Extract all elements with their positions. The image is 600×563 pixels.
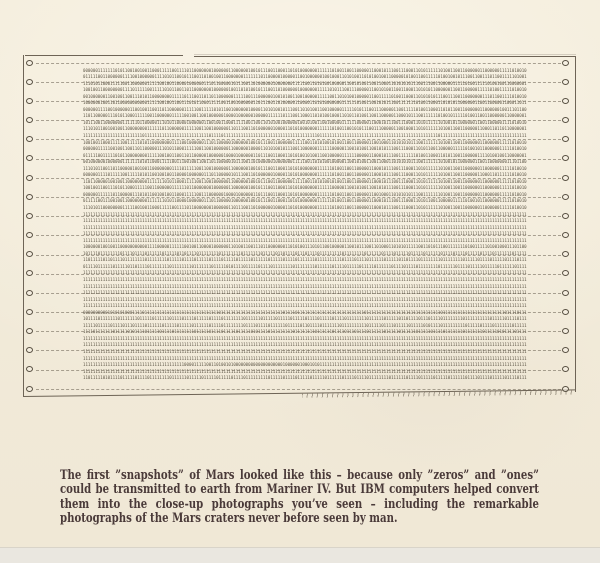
sprocket-hole-right bbox=[562, 251, 569, 257]
sprocket-hole-right bbox=[562, 232, 569, 238]
sprocket-hole-left bbox=[26, 328, 33, 334]
tractor-feed-guide-line bbox=[36, 120, 561, 121]
caption-line: The first ”snapshots” of Mars looked like this – because only ”zeros” and ”ones” bbox=[60, 468, 539, 483]
sprocket-hole-right bbox=[562, 175, 569, 181]
sprocket-hole-right bbox=[562, 366, 569, 372]
binary-row: 111111111111111111111111111111111111111111111111111111111111111111111111111111111111111111111111111111111111111111111111111111111111111111111111111111111111111111111111111111111111 bbox=[83, 303, 527, 309]
caption-line: could be transmitted to earth from Mariner IV. But IBM computers helped convert bbox=[60, 482, 539, 498]
sprocket-hole-right bbox=[562, 309, 569, 315]
binary-row: 000000111110010011001101100000111010110001111100110010000001100000010000110101001011100110000001111110000011001010011001010111001110001101011001100000111110100101100000011111010010 bbox=[83, 146, 527, 152]
sprocket-hole-left bbox=[26, 232, 33, 238]
binary-row: 001000000110010011001110101100000000111110111001101101100000011111001110000001001010011001000001111100110101001000001100111110100110001101010101110011100110000000111011001111010010 bbox=[83, 93, 527, 99]
printout-top-border-right-segment bbox=[194, 56, 576, 57]
binary-row: 111101111111011111010111101111101111011111111011111011110111110111110101111011111111101111111101111110111101110111101111110111110111111011111011110111111101111111011111010111101111 bbox=[83, 329, 527, 335]
sprocket-hole-left bbox=[26, 155, 33, 161]
printout-right-border bbox=[575, 56, 576, 392]
sprocket-hole-right bbox=[562, 98, 569, 104]
binary-row: 111111111111111111111111111111111111111111111111111111111111111111111111111111111111111111111111111111111111111111111111111111111111111111111111111111111111111111111111111111111111 bbox=[83, 349, 527, 355]
binary-printout bbox=[23, 55, 576, 397]
caption bbox=[60, 469, 540, 526]
binary-row: 111110111110111101110111101111110111110111110111111011110111111110111101111011111101111101101111011111110111111111101111101111011111011111010111101111111110111110111101111111011111 bbox=[83, 322, 527, 328]
sprocket-hole-left bbox=[26, 136, 33, 142]
binary-row: 100000010011011000000000001111100100110011101011000111110011001000000110111001101000001100001101010000000111111010011001010111001111111010011000110101011000000110011000001100011011 bbox=[83, 100, 527, 106]
sprocket-hole-right bbox=[562, 213, 569, 219]
sprocket-hole-left bbox=[26, 366, 33, 372]
sprocket-hole-right bbox=[562, 60, 569, 66]
binary-row: 110111110110111101111111101111111101111101111011111011110111110111110111111011111011110111111101111111111011110111101111110111110110111101111111101111111101111101111011111011110111 bbox=[83, 257, 527, 263]
sprocket-hole-right bbox=[562, 347, 569, 353]
sprocket-hole-right bbox=[562, 386, 569, 392]
tractor-feed-guide-line bbox=[36, 350, 561, 351]
tractor-feed-guide-line bbox=[36, 178, 561, 179]
binary-row: 110111110101111011111011110111111110111111011111011111011111011110111111111011111011110111110111110111111011110111101111111101111110111101111101111101111110111101111011111011110111 bbox=[83, 375, 527, 381]
tractor-feed-guide-line bbox=[36, 370, 561, 371]
tractor-feed-guide-line bbox=[36, 255, 561, 256]
binary-row: 111010110000000011111001001100011111001111011000000010000001101110011010000001000011010100000001111110100110011000001100010111001110001101011111101001100110000001100000011111010010 bbox=[83, 204, 527, 210]
sprocket-hole-left bbox=[26, 270, 33, 276]
sprocket-hole-left bbox=[26, 98, 33, 104]
binary-row: 000000111101111100111110101100100100110000100000011101100000101110011010000001000011010100000001111110100110011000001100010111001110001101011111101001100110000011000110111111010010 bbox=[83, 172, 527, 178]
binary-row: 111111111111111111111111111111111111111111111111111111111111111111111111111111111111111111111111111111111111111111111111111111111111111111111111111111111111111111111111111111111111 bbox=[83, 224, 527, 230]
printout-left-border bbox=[23, 55, 24, 397]
binary-row: 111010110010010011000000001111110110000001111100110010000001101110011010000001000011010100000001111110100110010101110011100000110010001101011111101001100110000011000110110110000001 bbox=[83, 126, 527, 132]
caption-line: them into the close-up photographs you’ve seen – including the remarkable bbox=[60, 496, 539, 512]
tractor-feed-guide-line bbox=[36, 101, 561, 102]
caption-line: photographs of the Mars craters never before seen by man. bbox=[60, 511, 398, 527]
binary-row: 000000111111101011001001001100011111001111011000000010000001100000010010111001100011010100000001111110100110011000001100010111001110001101011111101001100110000001100000011111010010 bbox=[83, 67, 527, 73]
binary-row: 011111001111101011000000001111100100110011011000001000000100001000000110111001100011010100101001100100000111111000001100010111001111111010011000110101100110000011110100100110000001 bbox=[83, 152, 527, 158]
binary-row: 100000010010011000000000001111000001111110010011000010000001101001100111011000000011010100111010110010000011001011100110100011010101111100110101110011111110100111110100100011101100 bbox=[83, 244, 527, 250]
binary-row: 110110000011101011000111110011000000111110010011001000000100001000000100000111111011100110001101010010001101011010011001100000110001011100111111010010111110100110011000000110000001 bbox=[83, 113, 527, 119]
tractor-feed-guide-line bbox=[36, 274, 561, 275]
sprocket-hole-right bbox=[562, 117, 569, 123]
binary-row: 111111111111111111111111111111111111111111111111111111111111111111111111111111111111111111111111111111111111111111111111111111111111111111111111111111111111111111111111111111111111 bbox=[83, 270, 527, 276]
binary-row: 111010110011011000001001001100000000111101111100110010000001100000010010111001100011010100000001111110100110011000001100010111001110001101011111101001100110000001100000011111010010 bbox=[83, 165, 527, 171]
binary-row: 111111111111111111111111111111111111111111111111111111111111111111111111111111111111111111111111111111111111111111111111111111111111111111111111111111111111111111111111111111111111 bbox=[83, 335, 527, 341]
scan-edge-strip bbox=[0, 547, 600, 563]
tractor-feed-guide-line bbox=[36, 235, 561, 236]
sprocket-hole-left bbox=[26, 347, 33, 353]
sprocket-hole-left bbox=[26, 175, 33, 181]
sprocket-hole-right bbox=[562, 328, 569, 334]
printout-torn-bottom-edge bbox=[23, 389, 576, 404]
binary-row: 001000000100000011111110101100011111001110010011001101100000101110011010000001000000011111001101010010000011001010011001100011010101011100111111101001011000000110011000000011101100 bbox=[83, 159, 527, 165]
tractor-feed-guide-line bbox=[36, 159, 561, 160]
tractor-feed-guide-line bbox=[36, 331, 561, 332]
binary-row: 100100110001111100111110101100000000111100100000011101100000100000010010111001100000011111001101010010100110011000001100100011010101011100111111101001100110000001100000011111010010 bbox=[83, 139, 527, 145]
binary-row: 111111111111111111111111111111111111111111111111111111111111111111111111111111111111111111111111111111111111111111111111111111111111111111111111111111111111111111111111111111111111 bbox=[83, 290, 527, 296]
binary-row: 111111111111111111111111111111111111111111111111111111111111111111111111111111111111111111111111111111111111111111111111111111111111111111111111111111111111111111111111111111111111 bbox=[83, 355, 527, 361]
sprocket-hole-left bbox=[26, 213, 33, 219]
binary-row: 111111111111111111111111111111111111111111111111111111111111111111111111111111111111111111111111111111111111111111111111111111111111111111111111111111111111111111111111111111111111 bbox=[83, 277, 527, 282]
binary-row: 011111001110010011000000001111111010110000100000011101100000100000010010111001100011010100000001111110100110011000001100010111001110001101011001100000111110100101100000011111010010 bbox=[83, 198, 527, 204]
sprocket-hole-left bbox=[26, 60, 33, 66]
tractor-feed-guide-line bbox=[36, 312, 561, 313]
sprocket-hole-left bbox=[26, 309, 33, 315]
printout-top-border-left-segment bbox=[25, 55, 183, 56]
sprocket-hole-right bbox=[562, 79, 569, 85]
tractor-feed-guide-line bbox=[36, 389, 561, 390]
binary-row: 000000111100100000011001001100110110000001111100111110101100100000010000110101001011100110101001100100000111110101110011100000110011111010011000110101100110000001100000010011101100 bbox=[83, 106, 527, 112]
binary-row: 101111011111110111111101111101111110111101111011111011110111111110111111011111011111011111011110111110111101111111101111110111110110111101110111101111111101111111111011111011110111 bbox=[83, 316, 527, 322]
binary-row: 111111111111111111111111111111111111111111111111111111111111111111111111111111111111111111111111111111111111111111111111111111111111111111111111111111111111111111111111111111111111 bbox=[83, 368, 527, 374]
sprocket-hole-left bbox=[26, 194, 33, 200]
binary-row: 110110000010010011000000001111111010110001111100110010000001100000010010111001100000011111001101010010100110011000001100010111001110001101011111101001100110000001100000011111010010 bbox=[83, 178, 527, 184]
binary-row: 100100110000000011110111110011111010110011011000000010000001001101010010111001101000000100000001111101011100111000001100101001100110001101010110000001100110000011111010011111010010 bbox=[83, 87, 527, 93]
binary-row: 111111111111111111111111111111111111111111111111111111111111111111111111111111111111111111111111111111111111111111111111111111111111111111111111111111111111111111111111111111111111 bbox=[83, 237, 527, 243]
sprocket-hole-right bbox=[562, 136, 569, 142]
binary-row: 111111111111111111111111111111111111111111111111111111111111111111111111111111111111111111111111111111111111111111111111111111111111111111111111111111111111111111111111111111111111 bbox=[83, 296, 527, 302]
sprocket-hole-left bbox=[26, 79, 33, 85]
sprocket-hole-right bbox=[562, 290, 569, 296]
binary-row: 111111111111111111111111111111111111111111111111111111111111111111111111111111111111111111111111111111111111111111111111111111111111111111111111111111111111111111111111111111111111 bbox=[83, 211, 527, 217]
sprocket-hole-left bbox=[26, 290, 33, 296]
sprocket-hole-right bbox=[562, 194, 569, 200]
binary-row: 111111111111111111111111111111111111111111111111111111111111111111111111111111111111111111111111111111111111111111111111111111111111111111111111111111111111111111111111111111111111 bbox=[83, 283, 527, 289]
tractor-feed-guide-line bbox=[36, 82, 561, 83]
binary-row: 000000111111011000001110101100100100110001111100111000000100001000000110111001100011010100000001111110100110011000001100100011010101011100111111101001100110000001100000011111010010 bbox=[83, 191, 527, 197]
binary-row: 111111111111111111111111111111111111111111111111111111111111111111111111111111111111111111111111111111111111111111111111111111111111111111111111111111111111111111111111111111111111 bbox=[83, 218, 527, 224]
sprocket-hole-left bbox=[26, 386, 33, 392]
sprocket-hole-right bbox=[562, 270, 569, 276]
binary-row: 111111111111111111111111011111111111111111111111111011110111111111111111111111111111111111111110111111111111111111111111111111111111111111111111011111111111111111111111111111111111 bbox=[83, 132, 527, 138]
binary-row: 111111111111111111111111111111111111111111111111111111111111111111111111111111111111111111111111111111111111111111111111111111111111111111111111111111111111111111111111111111111111 bbox=[83, 231, 527, 237]
binary-row: 111111111111111111111111111111111111111110000111110011010010100000000000000000000100000010001010111111111111111111111111111111111111111111111111111111111111111111111111111111111111 bbox=[83, 362, 527, 368]
sprocket-hole-left bbox=[26, 117, 33, 123]
binary-row: 011111001100000011110010000001111010110010111001101001001100000001111111011000001000001100100000010010001101010011010100100110000010100110011111010010010111001100111011001111101001 bbox=[83, 74, 527, 80]
sprocket-hole-right bbox=[562, 155, 569, 161]
binary-row: 011110111111011111011011110111111110111111110111111101111101011110111110111101111111101111111101111110111101111101111101111110111101111011111111011111101111011111011111011111101111 bbox=[83, 263, 527, 269]
binary-row: 101111011111111011110111101111110111110110111101111111101111111101111111011111011011110111011110111111111011111111011111101111011111011111011111101111011110111110111101111111011111 bbox=[83, 250, 527, 256]
binary-row: 111010110001111100110000001111100100110000100000011101100000101110011010000001000000011111001101010010000011001010011001100011010101011100111001100000111110100111110100100110000001 bbox=[83, 80, 527, 86]
binary-row: 101110011000000011111101100000111010110000100000011001001100011111001100110101001000000100101001100100000111111000001100010111001110001101011111101001011000000110011000001111010010 bbox=[83, 119, 527, 125]
tractor-feed-guide-line bbox=[36, 139, 561, 140]
tractor-feed-guide-line bbox=[36, 63, 561, 64]
sprocket-hole-left bbox=[26, 251, 33, 257]
binary-rows bbox=[83, 68, 529, 382]
tractor-feed-guide-line bbox=[36, 293, 561, 294]
tractor-feed-guide-line bbox=[36, 216, 561, 217]
binary-row: 000000000010101010001111011111111111111111111111111111101111111111111111111111111011110111111111111111111111111111011111111111111111111111111111101111111111111111111111111011110111 bbox=[83, 309, 527, 315]
tractor-feed-guide-line bbox=[36, 197, 561, 198]
binary-row: 100100110011101011000111110011000000111111011000000010000001100000010010111001100011010100000001111110000011001010011001010111001110001101011111101001100110000001100000011111010010 bbox=[83, 185, 527, 191]
binary-row: 111111111111111111111111111111111111111111111111111111111111111111111111111111111111111111111111111111111111111111111111111111111111111111111111111111111111111111111111111111111111 bbox=[83, 342, 527, 348]
